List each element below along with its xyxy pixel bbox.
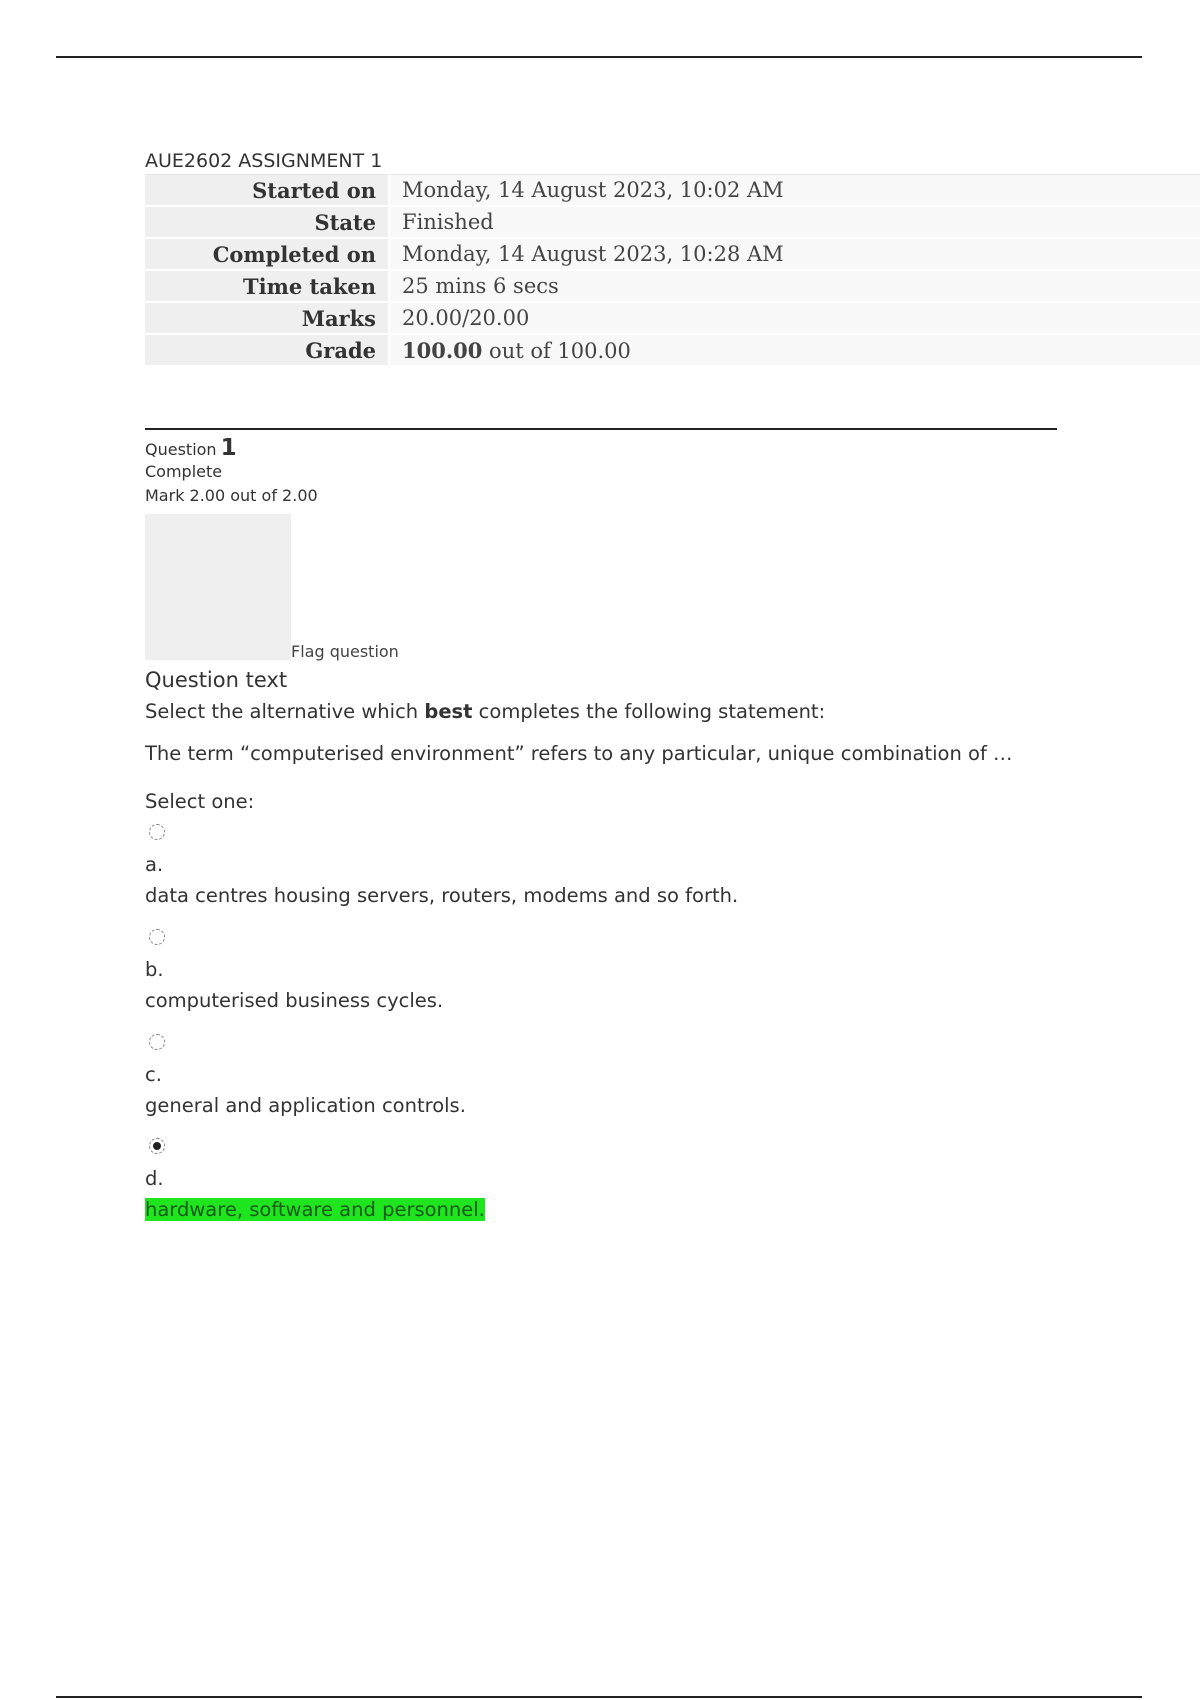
section-divider <box>145 428 1057 430</box>
option-text: data centres housing servers, routers, modems and so forth. <box>145 884 739 907</box>
option-letter: c. <box>145 1063 162 1086</box>
radio-button[interactable] <box>149 824 165 840</box>
bottom-rule <box>56 1696 1142 1698</box>
attempt-summary-table <box>145 174 1200 367</box>
grade-out-of: out of 100.00 <box>482 338 631 363</box>
answer-option-b[interactable] <box>145 929 1045 1015</box>
summary-value: Finished <box>389 206 1200 238</box>
option-text: computerised business cycles. <box>145 989 444 1012</box>
answer-option-d[interactable] <box>145 1138 1045 1224</box>
question-instruction <box>145 700 825 723</box>
option-text <box>145 1196 1045 1224</box>
grade-value: 100.00 <box>402 337 483 363</box>
assignment-title: AUE2602 ASSIGNMENT 1 <box>145 150 383 172</box>
question-status: Complete <box>145 462 223 481</box>
question-number-line <box>145 436 318 460</box>
flag-question-link[interactable]: Flag question <box>291 642 399 661</box>
option-letter: a. <box>145 853 164 876</box>
summary-row <box>145 206 1200 238</box>
summary-label: Marks <box>145 302 389 334</box>
flag-icon[interactable] <box>145 514 291 660</box>
question-label: Question <box>145 440 217 459</box>
question-number: 1 <box>220 435 237 461</box>
summary-label: Started on <box>145 175 389 207</box>
instruction-after: completes the following statement: <box>472 700 826 723</box>
summary-row <box>145 302 1200 334</box>
summary-value: Monday, 14 August 2023, 10:28 AM <box>389 238 1200 270</box>
radio-button[interactable] <box>149 929 165 945</box>
instruction-before: Select the alternative which <box>145 700 425 723</box>
question-text-heading: Question text <box>145 668 288 692</box>
question-info <box>145 436 318 508</box>
summary-value <box>389 334 1200 366</box>
summary-value: 20.00/20.00 <box>389 302 1200 334</box>
option-letter: b. <box>145 958 164 981</box>
summary-label: Completed on <box>145 238 389 270</box>
top-rule <box>56 56 1142 58</box>
radio-button[interactable] <box>149 1034 165 1050</box>
summary-label: State <box>145 206 389 238</box>
summary-row <box>145 270 1200 302</box>
quiz-review <box>145 148 1200 1221</box>
question-mark: Mark 2.00 out of 2.00 <box>145 486 318 505</box>
summary-label: Grade <box>145 334 389 366</box>
select-one-prompt: Select one: <box>145 790 255 813</box>
question-statement: The term “computerised environment” refers to any particular, unique combination of … <box>145 742 1013 765</box>
option-letter: d. <box>145 1167 164 1190</box>
answer-option-c[interactable] <box>145 1034 1045 1120</box>
answer-option-a[interactable] <box>145 824 1045 910</box>
correct-answer-highlight: hardware, software and personnel. <box>145 1198 485 1221</box>
summary-row <box>145 175 1200 207</box>
option-text: general and application controls. <box>145 1094 466 1117</box>
radio-button-selected[interactable] <box>149 1138 165 1154</box>
summary-value: Monday, 14 August 2023, 10:02 AM <box>389 175 1200 207</box>
summary-value: 25 mins 6 secs <box>389 270 1200 302</box>
instruction-bold: best <box>424 700 473 723</box>
summary-row <box>145 334 1200 366</box>
summary-label: Time taken <box>145 270 389 302</box>
summary-row <box>145 238 1200 270</box>
